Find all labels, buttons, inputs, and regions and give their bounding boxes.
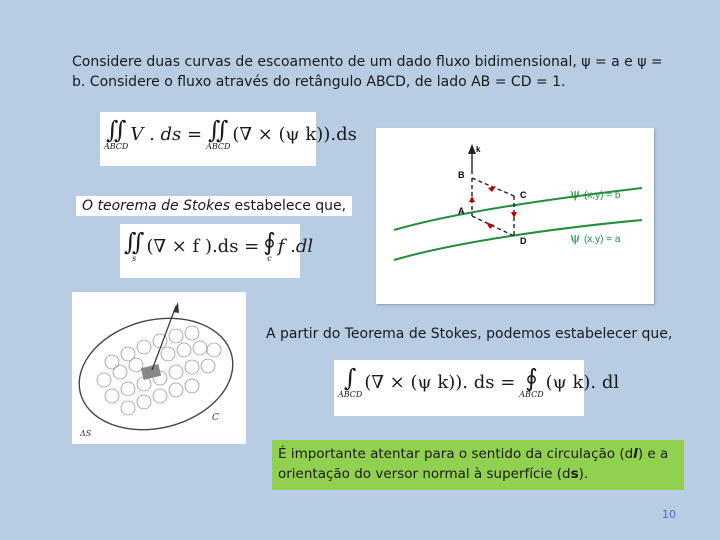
- boundary-curve-label: C: [212, 413, 219, 423]
- curve-b-label: (x,y) = b: [584, 190, 621, 201]
- integral-domain-label: ABCD: [338, 390, 363, 399]
- point-a-label: A: [458, 206, 465, 216]
- surface-element-label: ΔS: [80, 429, 92, 438]
- formula-circulation-box: [334, 360, 620, 416]
- stokes-statement-rest: estabelece que,: [230, 198, 347, 214]
- intro-paragraph: Considere duas curvas de escoamento de um dado fluxo bidimensional, ψ = a e ψ = b. Considere o fluxo através do retângulo ABCD, de lado AB = CD = 1.: [72, 54, 663, 90]
- curve-a-psi: ψ: [570, 231, 581, 246]
- double-integral-symbol: ∬: [105, 116, 127, 144]
- normal-vector-arrowhead: [173, 302, 179, 313]
- double-integral-symbol: ∬: [124, 228, 145, 256]
- note-text-2: ) e a orientação do versor normal à superfície (d: [278, 446, 669, 482]
- integral-domain-label: c: [267, 254, 272, 263]
- integral-domain-label: ABCD: [206, 142, 231, 151]
- stokes-surface-svg: [72, 292, 246, 444]
- integral-domain-label: s: [132, 254, 137, 263]
- curve-a-label: (x,y) = a: [584, 234, 621, 245]
- stokes-surface-illustration: [72, 292, 246, 444]
- stokes-statement: [76, 196, 352, 216]
- integral-domain-label: ABCD: [104, 142, 129, 151]
- orientation-note: [272, 440, 684, 490]
- formula-flux-left: V . ds =: [130, 124, 203, 145]
- formula-circulation-left: (∇ × (ψ k)). ds =: [364, 372, 516, 393]
- contour-integral-symbol: ∮: [263, 228, 276, 256]
- k-vector-arrowhead: [468, 144, 476, 154]
- circulation-arrow-da: [486, 222, 494, 229]
- double-integral-symbol: ∬: [208, 116, 229, 144]
- page-number: 10: [662, 508, 676, 521]
- normal-vector: [152, 306, 176, 370]
- note-ds-symbol: s: [570, 466, 579, 482]
- stokes-application-caption: A partir do Teorema de Stokes, podemos estabelecer que,: [266, 326, 673, 342]
- integral-domain-label: ABCD: [519, 390, 544, 399]
- formula-flux-right: (∇ × (ψ k)).ds: [232, 124, 357, 145]
- formula-circulation-right: (ψ k). dl: [545, 372, 620, 393]
- curve-b-psi: ψ: [570, 187, 581, 202]
- formula-flux-box: [100, 112, 357, 166]
- formula-stokes-box: [120, 224, 314, 278]
- stokes-theorem-name: O teorema de Stokes: [82, 198, 231, 214]
- note-dl-symbol: l: [633, 446, 638, 462]
- formula-stokes: [120, 224, 314, 269]
- k-label: k: [476, 145, 481, 154]
- formula-stokes-left: (∇ × f ).ds =: [146, 236, 260, 257]
- formula-flux: [100, 112, 357, 157]
- note-text-3: ).: [578, 466, 589, 482]
- point-b-label: B: [458, 170, 465, 180]
- point-c-label: C: [520, 190, 527, 200]
- streamline-diagram-svg: [376, 128, 654, 304]
- surface-element-patch: [141, 364, 161, 380]
- formula-circulation: [334, 360, 620, 405]
- formula-stokes-right: f .dl: [277, 236, 314, 257]
- contour-integral-symbol: ∮: [525, 364, 538, 392]
- streamline-diagram: [376, 128, 654, 304]
- note-text-1: É importante atentar para o sentido da circulação (d: [278, 446, 634, 462]
- circulation-arrow-ab: [469, 196, 475, 202]
- circulation-arrow-cd: [511, 212, 517, 218]
- integral-symbol: ∫: [343, 364, 357, 392]
- point-d-label: D: [520, 236, 527, 246]
